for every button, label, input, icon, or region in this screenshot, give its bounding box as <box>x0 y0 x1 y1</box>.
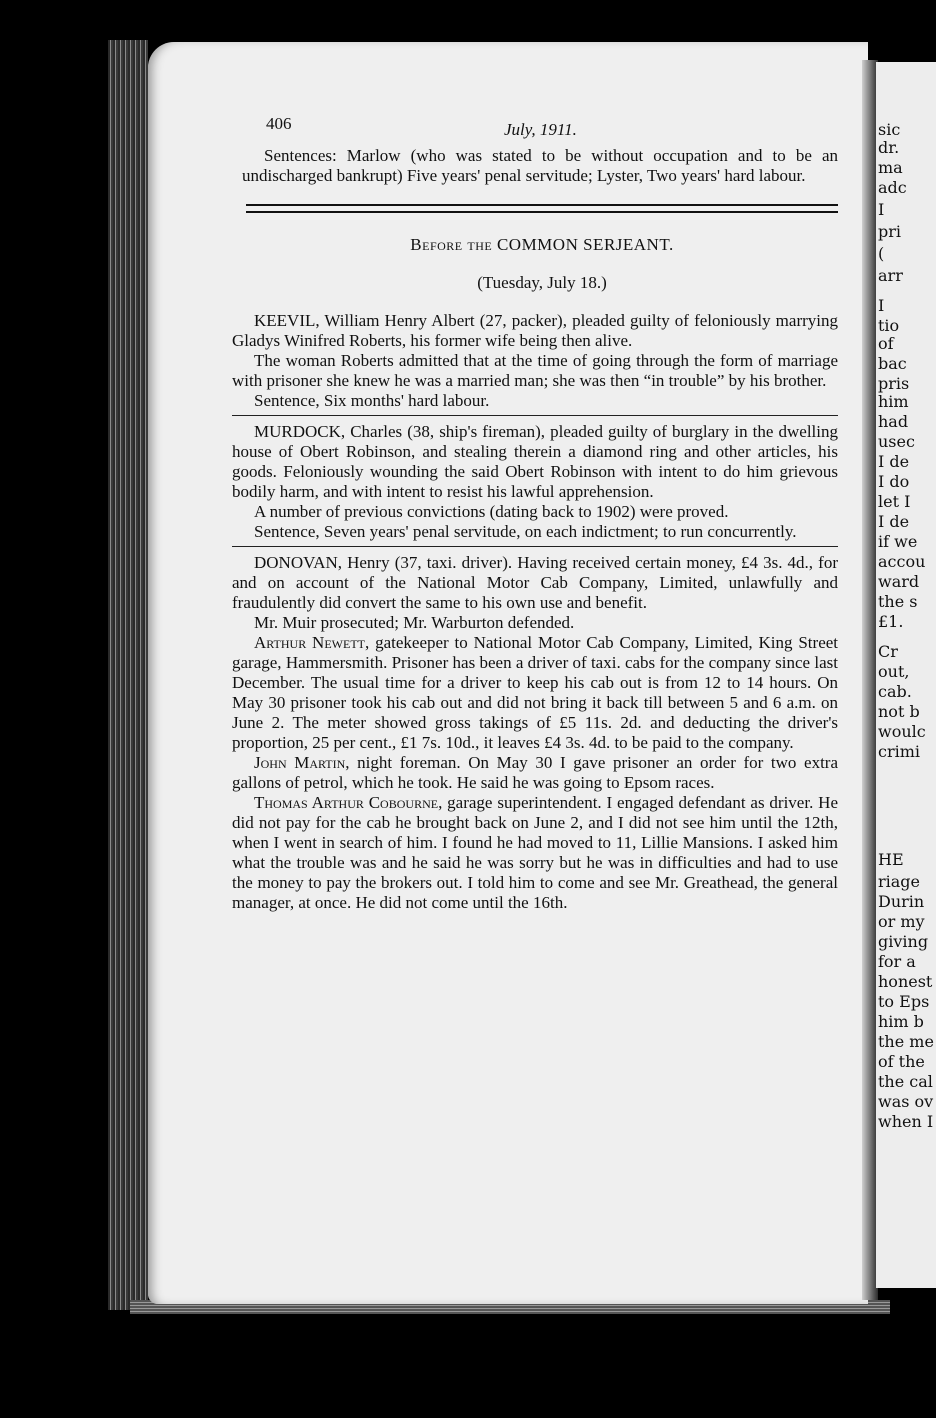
testimony-paragraph <box>232 793 838 913</box>
facing-page-fragment: pris <box>878 374 910 393</box>
facing-page-fragment: him <box>878 392 909 411</box>
facing-page-fragment: Durin <box>878 892 925 911</box>
facing-page-fragment: bac <box>878 354 907 373</box>
facing-page-fragment: ( <box>878 244 885 263</box>
facing-page-fragment: not b <box>878 702 920 721</box>
facing-page-fragment: had <box>878 412 909 431</box>
facing-page-fragment: giving <box>878 932 929 951</box>
case-lead-paragraph: DONOVAN, Henry (37, taxi. driver). Having received certain money, £4 3s. 4d., for and on account of the National Motor Cab Company, Limited, unlawfully and fraudulently did convert the same to his own use and benefit. <box>232 553 838 612</box>
testimony-text: , night foreman. On May 30 I gave prisoner an order for two extra gallons of petrol, which he took. He said he was going to Epsom races. <box>232 753 838 792</box>
facing-page-fragment: of the <box>878 1052 925 1071</box>
testimony-text: , gatekeeper to National Motor Cab Company, Limited, King Street garage, Hammersmith. Prisoner has been a driver of taxi. cabs for the company since last December. The usual time for a driver to keep his cab out is from 12 to 14 hours. On May 30 prisoner took his cab out and did not bring it back till between 5 and 6 a.m. on June 2. The meter showed gross takings of £5 11s. 2d. and deducting the driver's proportion, 25 per cent., £1 7s. 10d., it leaves £4 3s. 4d. to be paid to the company. <box>232 633 839 752</box>
testimony-paragraph <box>232 753 838 793</box>
facing-page-fragment: adc <box>878 178 907 197</box>
facing-page-fragment: the cal <box>878 1072 933 1091</box>
facing-page-fragment: the s <box>878 592 918 611</box>
facing-page-fragment: was ov <box>878 1092 934 1111</box>
carryover-paragraph: Sentences: Marlow (who was stated to be without occupation and to be an undischarged bankrupt) Five years' penal servitude; Lyster, Two years' hard labour. <box>242 146 838 185</box>
running-title: July, 1911. <box>504 120 577 139</box>
facing-page-fragment: arr <box>878 266 903 285</box>
facing-page-fragment: honest <box>878 972 933 991</box>
section-divider <box>246 204 838 213</box>
facing-page-fragment: tio <box>878 316 900 335</box>
case-lead-paragraph: MURDOCK, Charles (38, ship's fireman), pleaded guilty of burglary in the dwelling house of Obert Robinson, and stealing therein a diamond ring and other articles, his goods. Feloniously wounding the said Obert Robinson with intent to do him grievous bodily harm, and with intent to resist his lawful apprehension. <box>232 422 838 501</box>
testimony-paragraph <box>232 633 838 753</box>
facing-page-fragment: him b <box>878 1012 924 1031</box>
facing-page-fragment: of <box>878 334 894 353</box>
case-divider <box>232 415 838 416</box>
witness-name: John Martin <box>254 753 346 772</box>
case-paragraph: The woman Roberts admitted that at the time of going through the form of marriage with prisoner she knew he was a married man; she was then “in trouble” by his brother. <box>232 351 838 390</box>
case-entry <box>232 553 838 913</box>
facing-page-fragment: dr. <box>878 138 900 157</box>
facing-page-fragment: or my <box>878 912 925 931</box>
case-entry <box>232 311 838 411</box>
facing-page-fragment: for a <box>878 952 916 971</box>
facing-page-fragment: I de <box>878 512 910 531</box>
case-paragraph: Mr. Muir prosecuted; Mr. Warburton defended. <box>254 613 575 632</box>
facing-page-fragment: when I <box>878 1112 934 1131</box>
witness-name: Arthur Newett <box>254 633 365 652</box>
case-entry <box>232 422 838 542</box>
facing-page-fragment: I de <box>878 452 910 471</box>
facing-page-fragment: pri <box>878 222 902 241</box>
facing-page-fragment: I <box>878 200 885 219</box>
case-paragraph: Sentence, Six months' hard labour. <box>254 391 490 410</box>
facing-page-fragment: sic <box>878 120 901 139</box>
page-content <box>212 108 838 913</box>
facing-page-fragment: ward <box>878 572 920 591</box>
case-list <box>212 311 838 913</box>
case-divider <box>232 546 838 547</box>
case-paragraph: Sentence, Seven years' penal servitude, on each indictment; to run concurrently. <box>254 522 797 541</box>
witness-name: Thomas Arthur Cobourne <box>254 793 439 812</box>
section-heading: Before the COMMON SERJEANT. <box>410 235 674 254</box>
section-date: (Tuesday, July 18.) <box>477 273 607 292</box>
facing-page-fragment: cab. <box>878 682 912 701</box>
facing-page-fragment: Cr <box>878 642 898 661</box>
case-lead-paragraph: KEEVIL, William Henry Albert (27, packer), pleaded guilty of feloniously marrying Gladys Winifred Roberts, his former wife being then alive. <box>232 311 838 350</box>
facing-page <box>876 62 936 1288</box>
facing-page-fragment: to Eps <box>878 992 930 1011</box>
facing-page-fragment: I <box>878 296 885 315</box>
facing-page-fragment: I do <box>878 472 910 491</box>
page-number: 406 <box>266 114 292 133</box>
testimony-text: , garage superintendent. I engaged defendant as driver. He did not pay for the cab he brought back on June 2, and I did not see him until the 12th, when I went in search of him. I found he had moved to 11, Lillie Mansions. I asked him what the trouble was and he said he was sorry but he was in difficulties and had to use the money to pay the brokers out. I told him to come and see Mr. Greathead, the general manager, at once. He did not come until the 16th. <box>232 793 838 912</box>
facing-page-fragment: usec <box>878 432 915 451</box>
facing-page-fragment: accou <box>878 552 926 571</box>
facing-page-fragment: ma <box>878 158 903 177</box>
book-page-edges <box>108 40 148 1310</box>
case-paragraph: A number of previous convictions (dating back to 1902) were proved. <box>254 502 729 521</box>
facing-page-fragment: HE <box>878 850 904 869</box>
facing-page-fragment: out, <box>878 662 910 681</box>
facing-page-fragment: if we <box>878 532 918 551</box>
facing-page-fragment: let I <box>878 492 911 511</box>
facing-page-fragment: £1. <box>878 612 904 631</box>
facing-page-fragment: the me <box>878 1032 934 1051</box>
facing-page-fragment: riage <box>878 872 921 891</box>
facing-page-fragment: crimi <box>878 742 921 761</box>
running-head <box>212 108 838 139</box>
facing-page-fragment: woulc <box>878 722 926 741</box>
